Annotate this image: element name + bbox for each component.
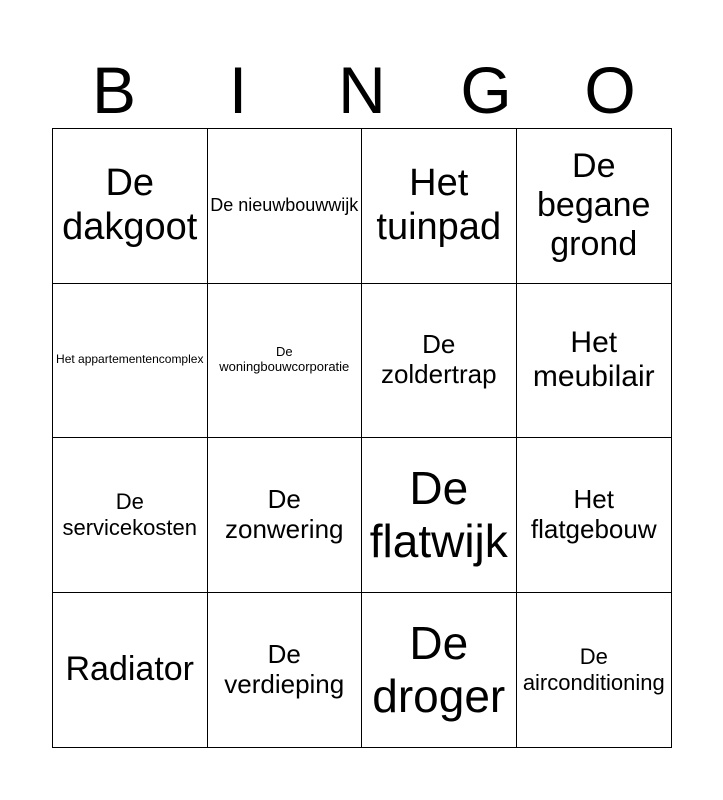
cell-text: De airconditioning xyxy=(522,644,665,695)
cell-text: De zoldertrap xyxy=(380,329,497,390)
bingo-cell[interactable] xyxy=(517,593,672,748)
header-letter-b: B xyxy=(91,53,137,127)
bingo-cell[interactable] xyxy=(53,129,208,284)
cell-text: De dakgoot xyxy=(62,162,198,248)
cell-text: De verdieping xyxy=(224,638,345,699)
cell-text: Het appartementencomplex xyxy=(56,352,204,367)
cell-text: De servicekosten xyxy=(62,489,197,540)
bingo-cell[interactable] xyxy=(362,284,517,439)
bingo-cell[interactable] xyxy=(362,438,517,593)
cell-text: De droger xyxy=(372,616,506,722)
bingo-cell[interactable] xyxy=(208,129,363,284)
bingo-cell[interactable] xyxy=(362,593,517,748)
cell-text: De nieuwbouwwijk xyxy=(210,195,359,216)
cell-text: De flatwijk xyxy=(369,461,508,567)
header-letter-o: O xyxy=(584,53,636,127)
bingo-board xyxy=(52,128,672,748)
bingo-header xyxy=(52,52,672,128)
header-letter-i: I xyxy=(228,53,248,127)
header-letter-n: N xyxy=(338,53,386,127)
cell-text: Het flatgebouw xyxy=(530,483,657,544)
cell-text: De zonwering xyxy=(224,483,344,544)
cell-text: Het tuinpad xyxy=(376,162,502,248)
bingo-cell[interactable] xyxy=(517,284,672,439)
bingo-cell[interactable] xyxy=(208,438,363,593)
cell-text: Radiator xyxy=(65,650,194,689)
bingo-cell[interactable] xyxy=(208,284,363,439)
header-letter-g: G xyxy=(460,53,512,127)
cell-text: De woningbouwcorporatie xyxy=(219,344,350,375)
bingo-cell[interactable] xyxy=(53,593,208,748)
bingo-cell[interactable] xyxy=(362,129,517,284)
cell-text: De begane grond xyxy=(537,147,651,264)
bingo-cell[interactable] xyxy=(208,593,363,748)
bingo-cell[interactable] xyxy=(53,438,208,593)
bingo-cell[interactable] xyxy=(517,438,672,593)
bingo-cell[interactable] xyxy=(53,284,208,439)
cell-text: Het meubilair xyxy=(532,325,655,394)
bingo-cell[interactable] xyxy=(517,129,672,284)
